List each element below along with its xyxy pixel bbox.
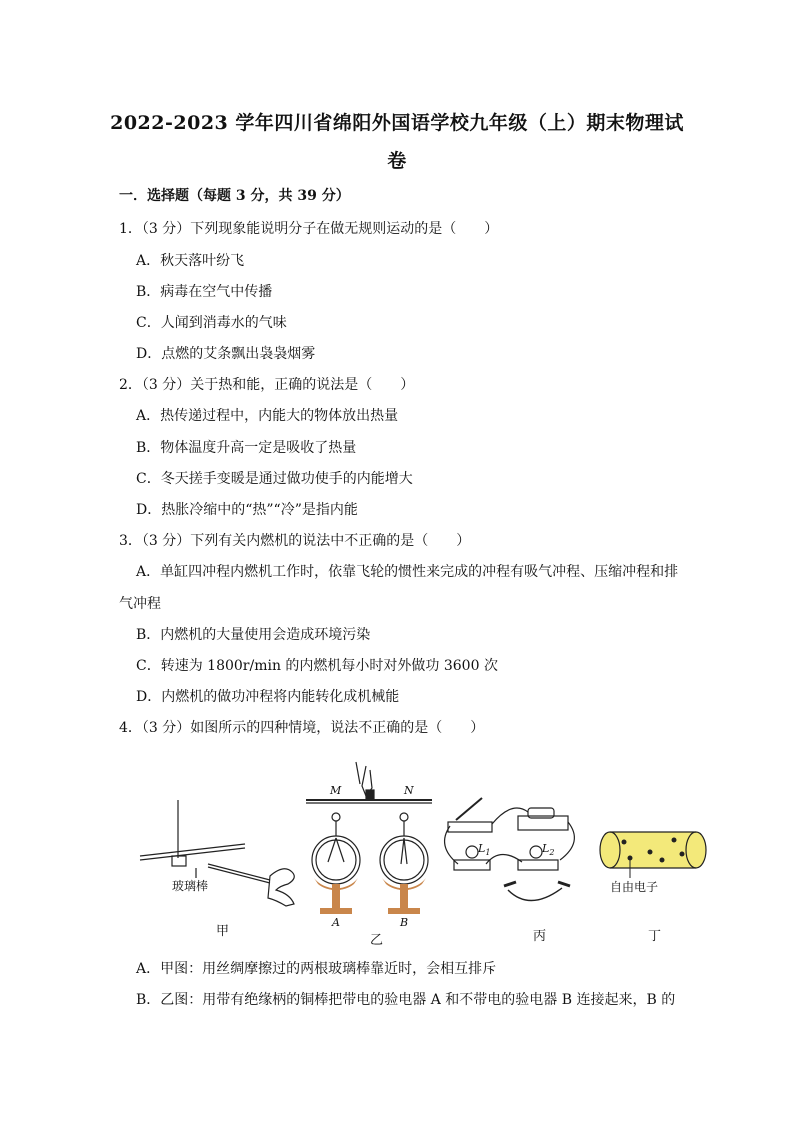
question-3-stem: 3．（3 分）下列有关内燃机的说法中不正确的是（ ）: [119, 533, 471, 549]
question-4-option-a: A．甲图：用丝绸摩擦过的两根玻璃棒靠近时，会相互排斥: [136, 961, 497, 977]
figure-caption-bing: 丙: [533, 929, 547, 944]
question-2-option-d: D．热胀冷缩中的“热”“冷”是指内能: [136, 502, 358, 518]
free-electron-label: 自由电子: [610, 880, 659, 894]
page-title: 2022-2023 学年四川省绵阳外国语学校九年级（上）期末物理试卷: [110, 112, 684, 172]
question-3-option-b: B．内燃机的大量使用会造成环境污染: [136, 627, 371, 643]
figure-caption-jia: 甲: [216, 924, 230, 939]
question-2-option-a: A．热传递过程中，内能大的物体放出热量: [136, 408, 399, 424]
label-n: N: [404, 784, 414, 797]
section-heading: 一．选择题（每题 3 分，共 39 分）: [119, 188, 350, 204]
question-3-option-c: C．转速为 1800r/min 的内燃机每小时对外做功 3600 次: [136, 658, 498, 674]
label-l2: $L_2$: [542, 842, 555, 857]
question-4-figure: [130, 760, 730, 950]
label-b: B: [400, 916, 409, 929]
question-1-option-a: A．秋天落叶纷飞: [136, 253, 245, 269]
figure-caption-ding: 丁: [648, 929, 662, 944]
figure-caption-yi: 乙: [370, 933, 384, 948]
glass-rod-label: 玻璃棒: [172, 879, 209, 893]
question-3-option-a: A．单缸四冲程内燃机工作时，依靠飞轮的惯性来完成的冲程有吸气冲程、压缩冲程和排: [136, 564, 679, 580]
figure-bing-illustration: [445, 798, 575, 901]
label-a: A: [332, 916, 340, 929]
question-2-stem: 2．（3 分）关于热和能，正确的说法是（ ）: [119, 377, 415, 393]
label-l1: $L_1$: [478, 842, 491, 857]
question-1-option-d: D．点燃的艾条飘出袅袅烟雾: [136, 346, 316, 362]
question-1-option-b: B．病毒在空气中传播: [136, 284, 273, 300]
question-4-stem: 4．（3 分）如图所示的四种情境，说法不正确的是（ ）: [119, 720, 485, 736]
question-1-option-c: C．人闻到消毒水的气味: [136, 315, 287, 331]
question-3-option-d: D．内燃机的做功冲程将内能转化成机械能: [136, 689, 400, 705]
figure-ding-conductor: [600, 832, 706, 868]
question-1-stem: 1．（3 分）下列现象能说明分子在做无规则运动的是（ ）: [119, 221, 499, 237]
question-4-option-b: B．乙图：用带有绝缘柄的铜棒把带电的验电器 A 和不带电的验电器 B 连接起来，B 的: [136, 992, 676, 1008]
label-m: M: [330, 784, 342, 797]
figure-jia-illustration: [140, 800, 294, 906]
question-2-option-b: B．物体温度升高一定是吸收了热量: [136, 440, 357, 456]
question-3-option-a-continued: 气冲程: [119, 596, 161, 612]
question-2-option-c: C．冬天搓手变暖是通过做功使手的内能增大: [136, 471, 413, 487]
